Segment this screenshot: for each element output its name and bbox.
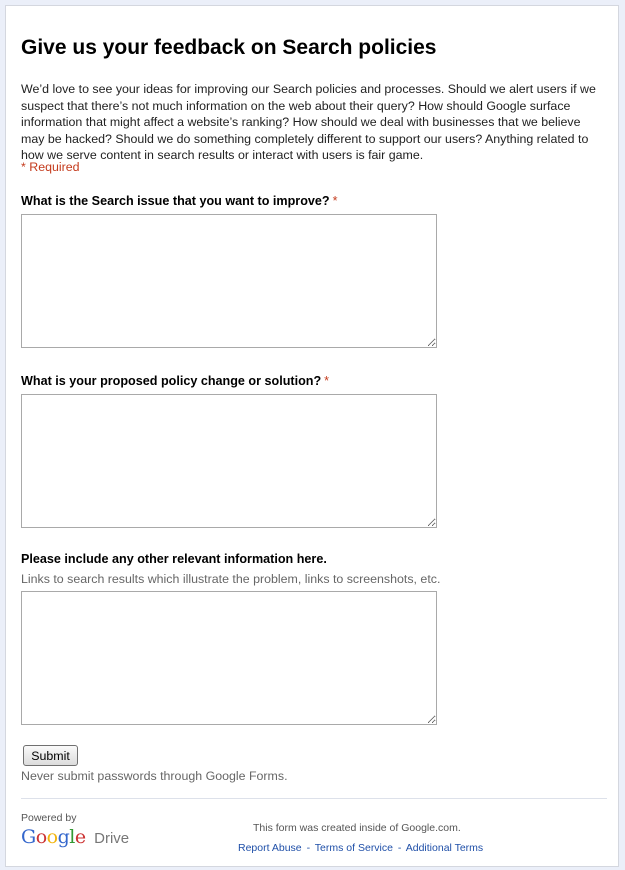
question-3-textarea[interactable] (21, 591, 437, 725)
logo-letter: o (46, 826, 58, 848)
link-separator: - (306, 842, 311, 854)
question-3-label (21, 552, 327, 566)
link-separator: - (397, 842, 402, 854)
footer-divider (21, 798, 607, 799)
submit-button[interactable]: Submit (23, 745, 78, 766)
form-title: Give us your feedback on Search policies (21, 36, 437, 59)
required-note: * Required (21, 160, 80, 174)
powered-by-label: Powered by (21, 812, 77, 824)
terms-of-service-link[interactable]: Terms of Service (314, 842, 393, 854)
question-3-help: Links to search results which illustrate the problem, links to screenshots, etc. (21, 572, 441, 586)
logo-letter: e (74, 826, 86, 848)
form-page (5, 5, 619, 867)
question-2-required-mark: * (324, 374, 330, 388)
footer-links (238, 842, 483, 854)
question-1-required-mark: * (332, 194, 338, 208)
question-3-label-text: Please include any other relevant information here. (21, 552, 327, 566)
logo-letter: l (69, 826, 75, 848)
password-warning: Never submit passwords through Google Forms. (21, 769, 288, 783)
logo-letter: G (21, 826, 36, 848)
question-2-textarea[interactable] (21, 394, 437, 528)
google-wordmark (21, 826, 91, 848)
question-1-label (21, 194, 338, 208)
form-description: We’d love to see your ideas for improving our Search policies and processes. Should we alert users if we suspect that there’s not much information on the web about their query? How should Google surface information that might affect a website’s ranking? How should we deal with businesses that we believe may be hacked? Should we do something completely different to support our users? Anything related to how we serve content in search results or interact with users is fair game. (21, 82, 596, 163)
logo-letter: g (57, 826, 70, 848)
question-2-label-text: What is your proposed policy change or solution? (21, 374, 322, 388)
question-1-label-text: What is the Search issue that you want to improve? (21, 194, 330, 208)
report-abuse-link[interactable]: Report Abuse (238, 842, 302, 854)
logo-letter: o (35, 826, 47, 848)
drive-wordmark: Drive (94, 830, 130, 847)
created-inside-note: This form was created inside of Google.com. (253, 822, 461, 834)
google-drive-logo (21, 828, 129, 847)
question-1-textarea[interactable] (21, 214, 437, 348)
additional-terms-link[interactable]: Additional Terms (405, 842, 484, 854)
question-2-label (21, 374, 329, 388)
